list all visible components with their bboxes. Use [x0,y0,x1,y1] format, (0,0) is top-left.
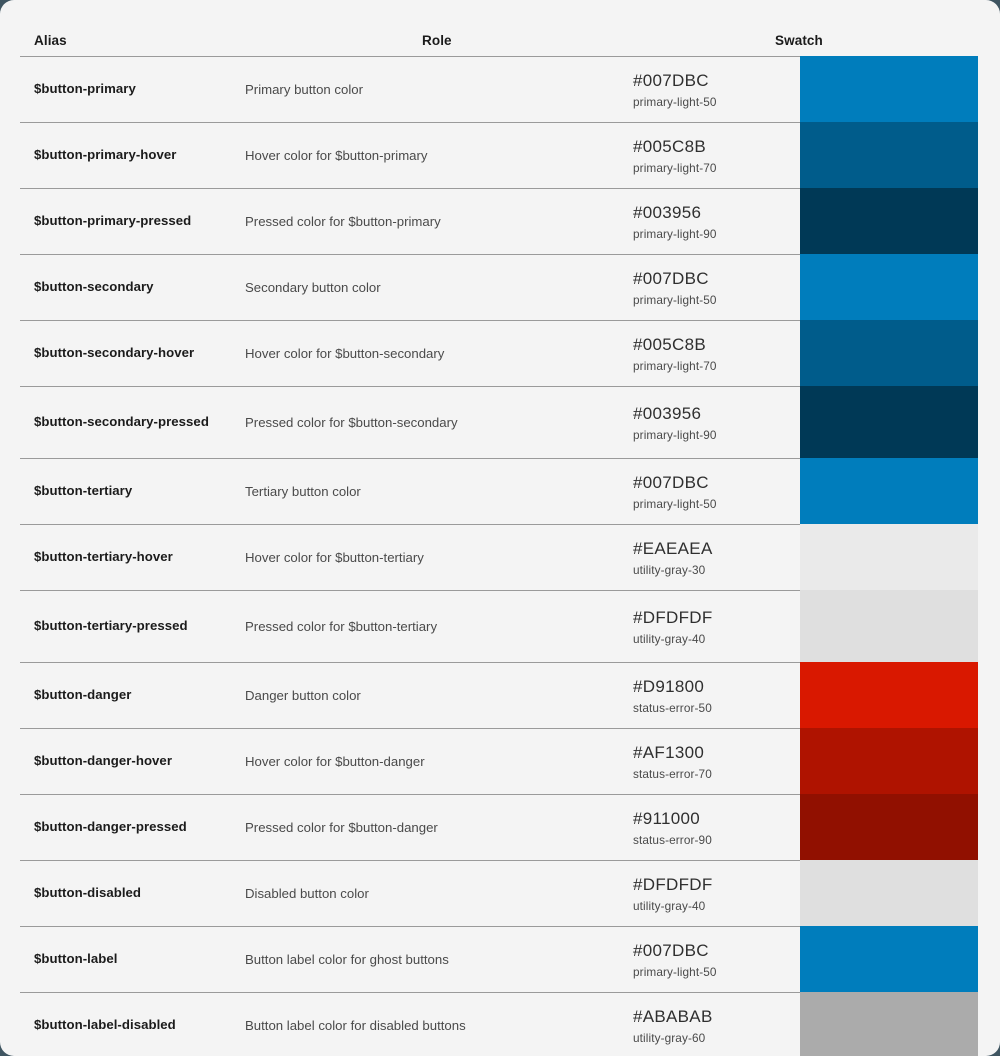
color-swatch [800,56,978,122]
token-reference-name: primary-light-70 [633,160,717,175]
color-swatch-cell [800,122,978,188]
color-swatch-cell [800,992,978,1056]
color-swatch [800,728,978,794]
token-hex-value: #007DBC [633,941,709,961]
color-swatch [800,662,978,728]
token-reference-name: primary-light-90 [633,427,717,442]
token-hex-value: #007DBC [633,269,709,289]
color-swatch [800,320,978,386]
table-body [20,56,978,1056]
color-swatch [800,386,978,458]
token-hex-value: #005C8B [633,137,706,157]
token-value-block [633,795,799,860]
token-reference-name: primary-light-50 [633,496,717,511]
token-role-description: Pressed color for $button-danger [245,819,438,835]
table-row [20,320,978,386]
token-hex-value: #DFDFDF [633,875,713,895]
table-row [20,56,978,122]
token-alias: $button-tertiary [34,483,133,499]
table-row [20,794,978,860]
color-swatch [800,992,978,1056]
token-value-block [633,189,799,254]
table-row [20,254,978,320]
column-header-role: Role [422,33,452,48]
color-swatch [800,122,978,188]
color-swatch-cell [800,662,978,728]
color-swatch-cell [800,926,978,992]
token-role-description: Hover color for $button-secondary [245,345,445,361]
token-alias: $button-secondary-pressed [34,414,209,430]
token-role-description: Danger button color [245,687,361,703]
token-alias: $button-secondary-hover [34,345,195,361]
table-row [20,662,978,728]
color-swatch [800,860,978,926]
token-role-description: Pressed color for $button-tertiary [245,618,438,634]
color-swatch-cell [800,590,978,662]
button-color-tokens-table [20,0,978,1056]
token-reference-name: primary-light-70 [633,358,717,373]
token-reference-name: utility-gray-60 [633,1030,706,1045]
color-swatch-cell [800,524,978,590]
token-alias: $button-primary [34,81,136,97]
color-swatch [800,590,978,662]
color-swatch [800,188,978,254]
color-swatch [800,458,978,524]
token-value-block [633,525,799,590]
color-swatch-cell [800,386,978,458]
token-value-block [633,993,799,1056]
token-reference-name: primary-light-50 [633,964,717,979]
color-swatch-cell [800,320,978,386]
token-reference-name: status-error-50 [633,700,712,715]
color-swatch-cell [800,188,978,254]
token-hex-value: #D91800 [633,677,705,697]
token-alias: $button-danger-pressed [34,819,187,835]
color-swatch [800,254,978,320]
token-value-block [633,729,799,794]
table-row [20,992,978,1056]
table-row [20,122,978,188]
token-alias: $button-tertiary-hover [34,549,173,565]
token-reference-name: utility-gray-40 [633,898,706,913]
token-role-description: Button label color for disabled buttons [245,1017,466,1033]
token-role-description: Hover color for $button-primary [245,147,428,163]
color-swatch-cell [800,458,978,524]
token-role-description: Tertiary button color [245,483,361,499]
column-header-swatch: Swatch [775,33,823,48]
token-role-description: Disabled button color [245,885,369,901]
token-role-description: Pressed color for $button-secondary [245,414,458,430]
token-hex-value: #007DBC [633,473,709,493]
token-value-block [633,663,799,728]
color-swatch-cell [800,728,978,794]
token-reference-name: primary-light-50 [633,292,717,307]
color-swatch [800,524,978,590]
token-hex-value: #911000 [633,809,701,829]
token-role-description: Button label color for ghost buttons [245,951,449,967]
color-swatch [800,926,978,992]
table-row [20,860,978,926]
token-reference-name: utility-gray-40 [633,631,706,646]
token-reference-name: status-error-70 [633,766,712,781]
token-alias: $button-danger [34,687,132,703]
color-swatch-cell [800,254,978,320]
token-reference-name: status-error-90 [633,832,712,847]
token-hex-value: #003956 [633,404,702,424]
token-alias: $button-disabled [34,885,142,901]
token-alias: $button-label-disabled [34,1017,176,1033]
token-value-block [633,321,799,386]
table-row [20,458,978,524]
table-row [20,524,978,590]
token-alias: $button-label [34,951,118,967]
token-alias: $button-danger-hover [34,753,173,769]
token-value-block [633,591,799,662]
token-hex-value: #ABABAB [633,1007,713,1027]
token-reference-name: primary-light-90 [633,226,717,241]
token-alias: $button-primary-hover [34,147,177,163]
token-alias: $button-secondary [34,279,154,295]
token-hex-value: #007DBC [633,71,709,91]
token-value-block [633,57,799,122]
token-value-block [633,927,799,992]
token-alias: $button-tertiary-pressed [34,618,188,634]
token-role-description: Secondary button color [245,279,381,295]
token-role-description: Hover color for $button-danger [245,753,425,769]
token-role-description: Hover color for $button-tertiary [245,549,424,565]
token-hex-value: #005C8B [633,335,706,355]
column-header-alias: Alias [34,33,67,48]
table-row [20,386,978,458]
token-value-block [633,387,799,458]
token-reference-name: utility-gray-30 [633,562,706,577]
token-hex-value: #AF1300 [633,743,705,763]
color-swatch [800,794,978,860]
token-value-block [633,255,799,320]
table-row [20,728,978,794]
token-value-block [633,459,799,524]
color-swatch-cell [800,56,978,122]
token-hex-value: #003956 [633,203,702,223]
token-value-block [633,123,799,188]
token-reference-name: primary-light-50 [633,94,717,109]
token-hex-value: #DFDFDF [633,608,713,628]
color-swatch-cell [800,794,978,860]
table-header-row [20,0,978,56]
table-row [20,590,978,662]
token-role-description: Primary button color [245,81,363,97]
token-hex-value: #EAEAEA [633,539,713,559]
table-row [20,188,978,254]
token-role-description: Pressed color for $button-primary [245,213,441,229]
table-row [20,926,978,992]
color-swatch-cell [800,860,978,926]
token-value-block [633,861,799,926]
token-alias: $button-primary-pressed [34,213,192,229]
